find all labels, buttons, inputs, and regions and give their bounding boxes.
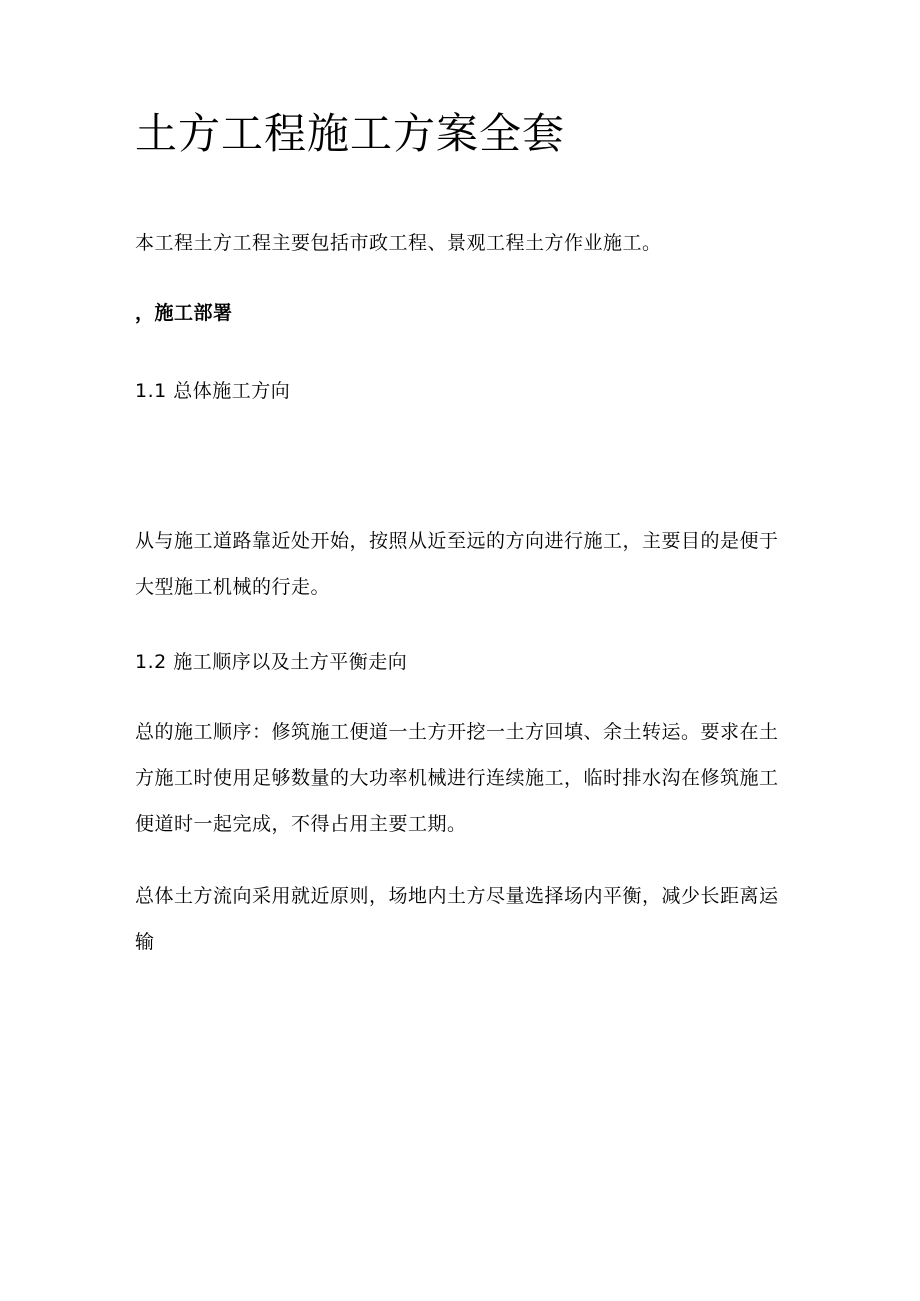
- paragraph-construction-direction: [135, 518, 795, 610]
- section-heading-deployment: ，施工部署: [135, 302, 233, 324]
- paragraph-line: 大型施工机械的行走。: [135, 576, 331, 598]
- paragraph-line: 总的施工顺序：修筑施工便道一土方开挖一土方回填、余土转运。要求在土: [135, 721, 779, 743]
- document-title: 土方工程施工方案全套: [135, 109, 566, 158]
- intro-paragraph: 本工程土方工程主要包括市政工程、景观工程土方作业施工。: [135, 232, 662, 254]
- subsection-heading-1-2: 1.2 施工顺序以及土方平衡走向: [135, 651, 408, 673]
- paragraph-construction-sequence: [135, 709, 795, 847]
- paragraph-line: 从与施工道路靠近处开始，按照从近至远的方向进行施工，主要目的是便于: [135, 530, 779, 552]
- subsection-heading-1-1: 1.1 总体施工方向: [135, 380, 291, 402]
- paragraph-line: 总体土方流向采用就近原则，场地内土方尽量选择场内平衡，减少长距离运: [135, 885, 779, 907]
- paragraph-line: 方施工时使用足够数量的大功率机械进行连续施工，临时排水沟在修筑施工: [135, 767, 779, 789]
- paragraph-line: 输: [135, 931, 155, 953]
- paragraph-line: 便道时一起完成，不得占用主要工期。: [135, 813, 467, 835]
- paragraph-earthwork-flow: [135, 873, 795, 965]
